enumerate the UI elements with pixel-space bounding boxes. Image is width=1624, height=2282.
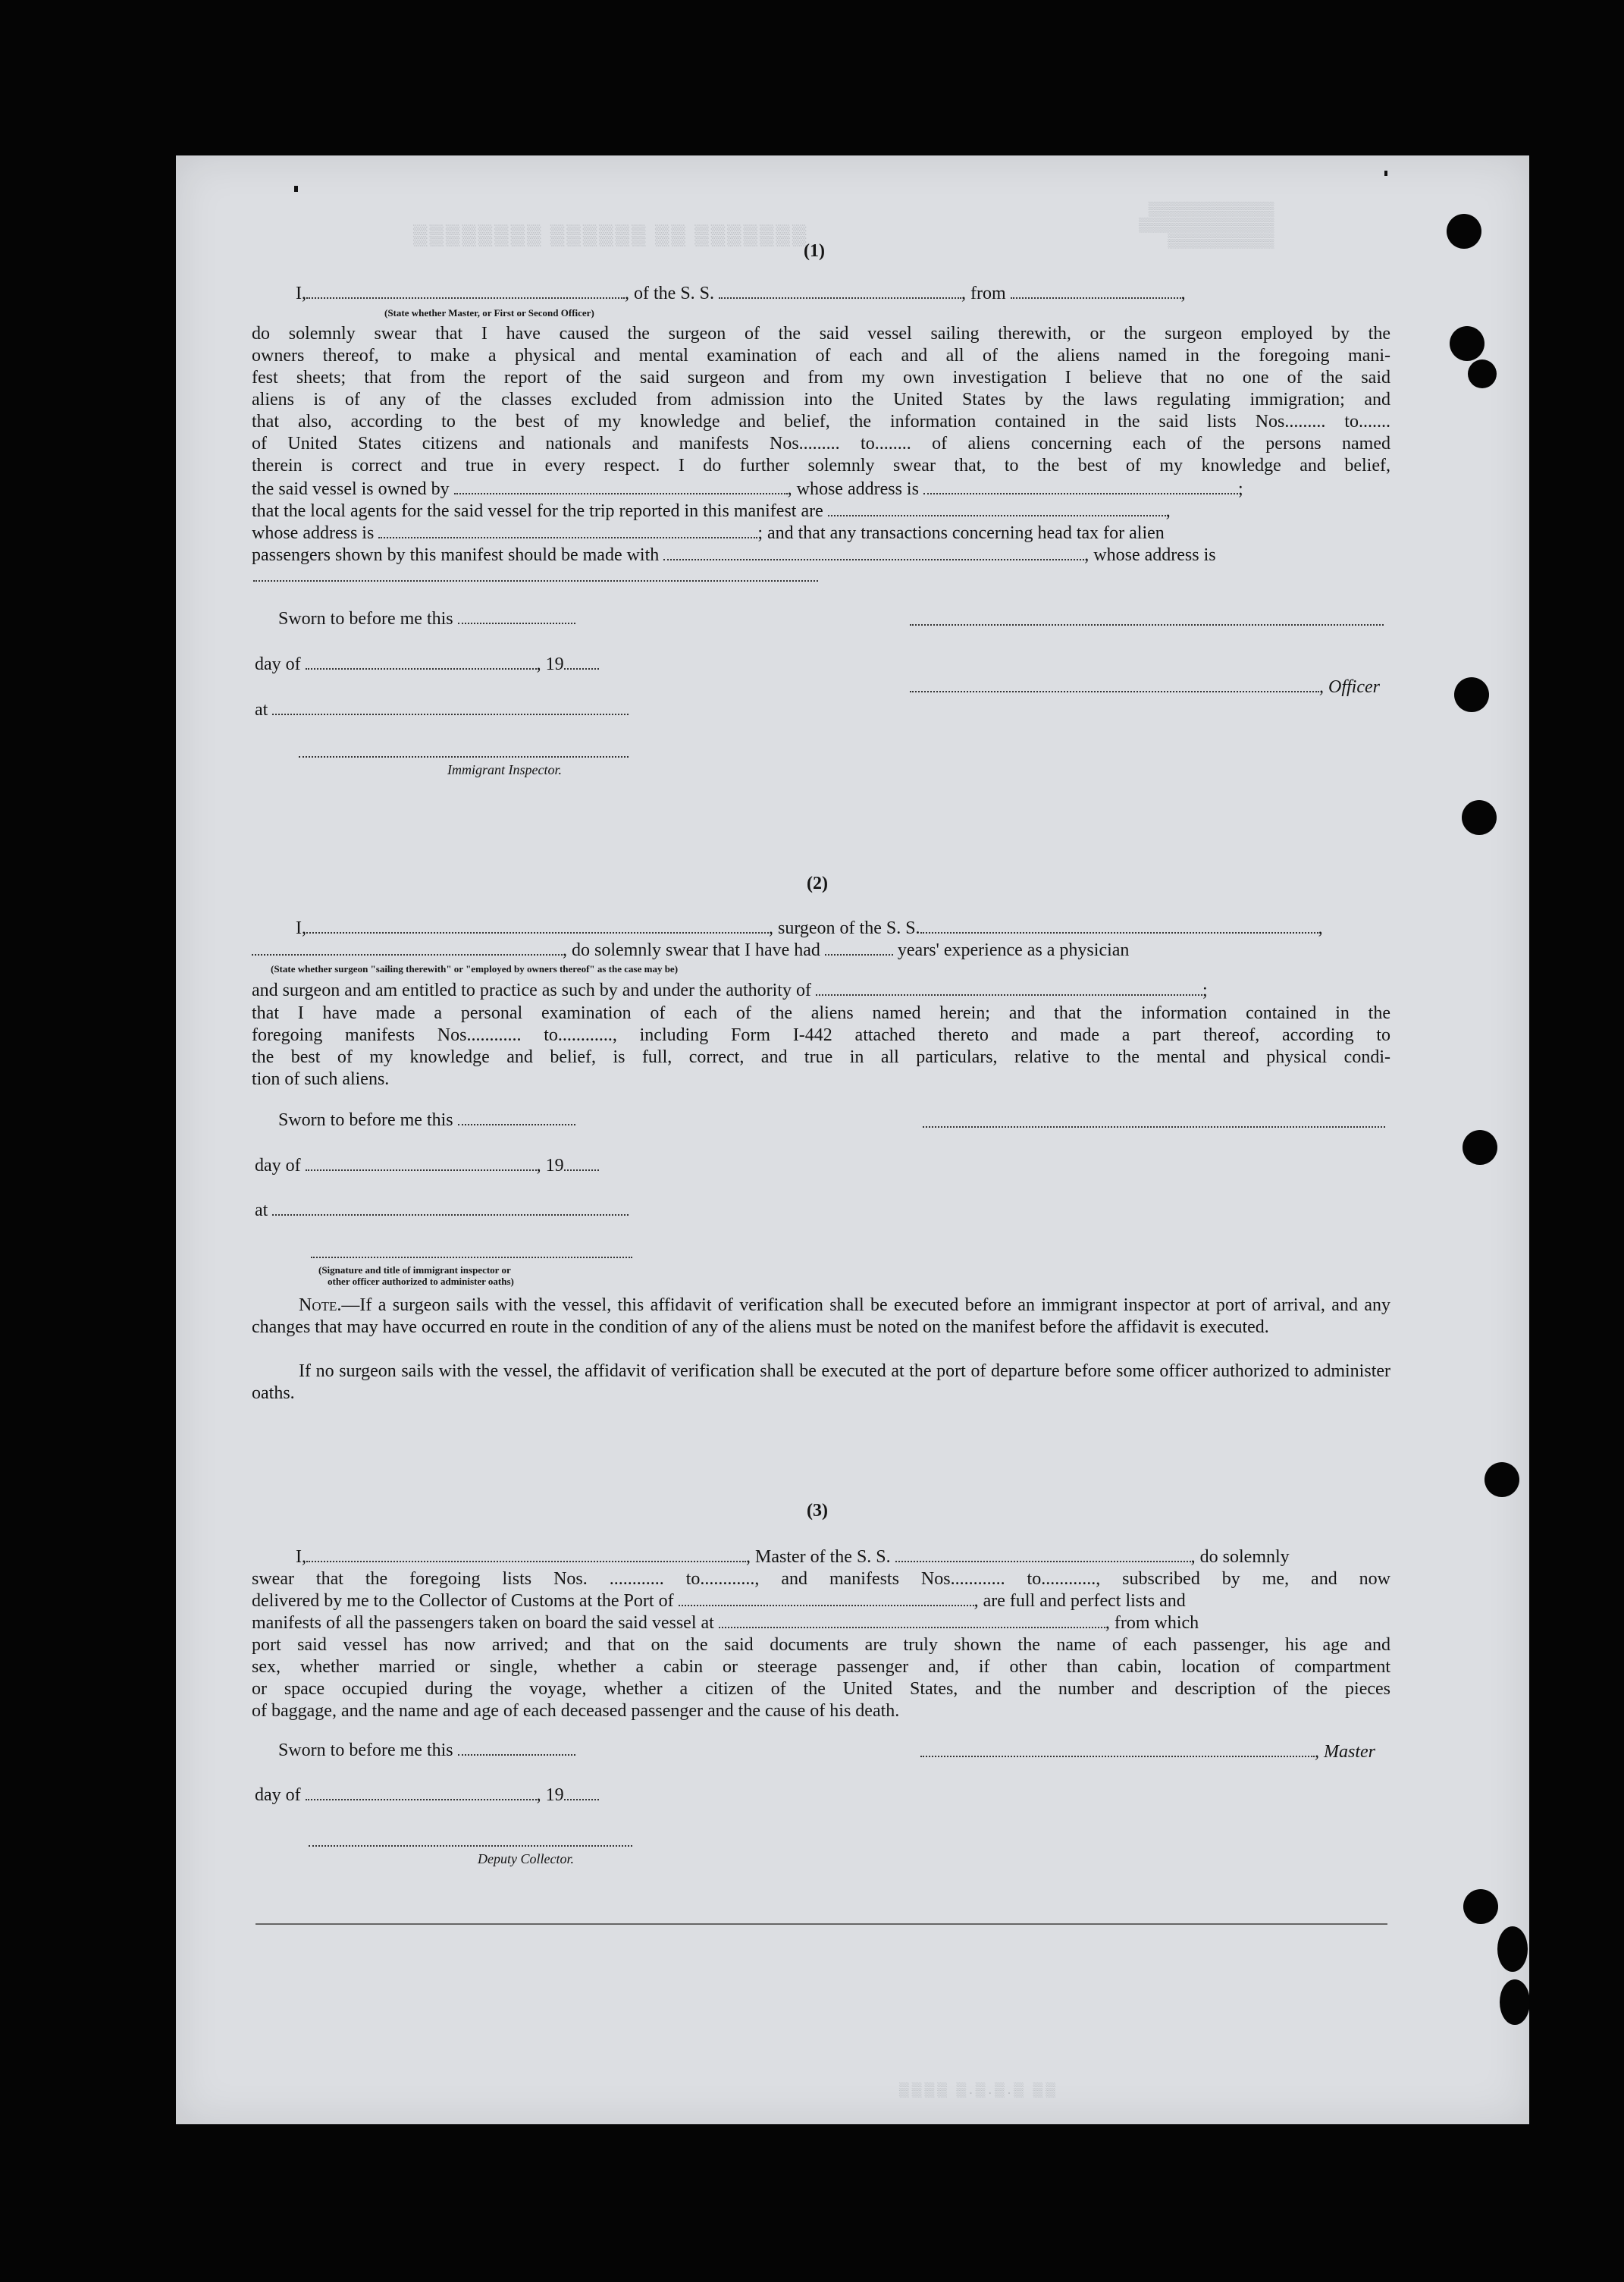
punch-hole	[1468, 359, 1497, 388]
section-2-line-1: I, , surgeon of the S. S. ,	[296, 918, 1323, 938]
punch-hole	[1497, 1926, 1528, 1972]
local-agents-line: that the local agents for the said vessel for the trip reported in this manifest are ,	[252, 501, 1171, 521]
bleed-through-text: ▒▒▒▒▒▒▒ ▒▒ ▒▒▒▒▒▒ ▒▒▒▒▒▒▒▒	[411, 224, 807, 246]
section-1-day-of: day of , 19	[255, 654, 599, 675]
deputy-collector-line	[309, 1845, 632, 1847]
section-3-day-of: day of , 19	[255, 1784, 599, 1806]
bleed-through-text: ▒▒ ▒.▒.▒.▒ ▒▒▒▒	[896, 2082, 1056, 2097]
section-2-at: at	[255, 1200, 629, 1221]
speck	[1384, 171, 1387, 176]
section-2-signature-caption-1: (Signature and title of immigrant inspector or	[318, 1264, 511, 1276]
speck	[294, 186, 298, 192]
section-3-heading: (3)	[807, 1501, 828, 1521]
whose-address-line: whose address is ; and that any transactions concerning head tax for alien	[252, 523, 1165, 543]
section-2-signature-line	[923, 1126, 1385, 1128]
punch-hole	[1447, 214, 1481, 249]
section-1-signature-line	[910, 624, 1384, 626]
section-2-hint: (State whether surgeon "sailing therewith" or "employed by owners thereof" as the case may be)	[271, 963, 679, 975]
punch-hole	[1463, 1889, 1498, 1924]
bleed-through-text: ▒▒▒▒▒▒▒▒▒▒▒▒▒ ▒▒▒▒▒▒▒▒▒▒▒▒▒▒ ▒▒▒▒▒▒▒▒▒▒▒	[1139, 201, 1274, 248]
officer-signature-line: , Officer	[910, 676, 1380, 698]
section-2-line-3: and surgeon and am entitled to practice as such by and under the authority of ;	[252, 981, 1208, 1000]
section-2-signature-caption-2: other officer authorized to administer oaths)	[328, 1276, 514, 1287]
master-signature-line: , Master	[920, 1741, 1375, 1763]
address-continuation-rule	[253, 580, 818, 582]
bottom-rule	[256, 1923, 1387, 1925]
punch-hole	[1463, 1130, 1497, 1165]
section-2-day-of: day of , 19	[255, 1155, 599, 1176]
no-surgeon-note: If no surgeon sails with the vessel, the affidavit of verification shall be executed at the port of departure before some officer authorized to administer oaths.	[252, 1361, 1390, 1403]
punch-hole	[1500, 1979, 1530, 2025]
document-page: ▒▒▒▒▒▒▒ ▒▒ ▒▒▒▒▒▒ ▒▒▒▒▒▒▒▒ ▒▒▒▒▒▒▒▒▒▒▒▒▒ ▒▒▒▒▒▒▒▒▒▒▒▒▒▒ ▒▒▒▒▒▒▒▒▒▒▒ (1) I, , of the S. S. , from , (State whether Master, or First or Second Officer) do solemnly swear that I have caused the surgeon of the said vessel sailing therewith, or the surgeon employed by the owners thereof, to make a physical and mental examination of each and all of the aliens named in the foregoing mani- fest sheets; that from the report of the said surgeon and from my own investigation I believe that no one of the said aliens is of any of the classes excluded from admission into the United States by the laws regulating immigration; and that also, according to the best of my knowledge and belief, the information contained in the said lists Nos......... to....... of United States citizens and nationals and manifests Nos......... to........ of aliens concerning each of the persons named therein is correct and true in every respect. I do further solemnly swear that, to the best of my knowledge and belief, the said vessel is owned by , whose address is ; that the local agents for the said vessel for the trip reported in this manifest are , whose address is ; and that any transactions concerning head tax for alien passengers shown by this manifest should be made with , whose address is Sworn to before me this day of , 19 , Officer at Immigrant Inspector. (2) I, , surgeon of the S. S. , , do solemnly swear that I have had years' experience as a physician (State whether surgeon "sailing therewith" or "employed by owners thereof" as the case may be) and surgeon and am entitled to practice as such by and under the authority of ; that I have made a personal examination of each of the aliens named herein; and that the information contained in the foregoing manifests Nos............ to............, including Form I-442 attached thereto and made a part thereof, according to the best of my knowledge and belief, is full, correct, and true in all particulars, relative to the mental and physical condi- tion of such aliens. Sworn to before me this day of , 19 at (Signature and title of immigrant inspector or other officer authorized to administer oaths) Note.—If a surgeon sails with the vessel, this affidavit of verification shall be executed before an immigrant inspector at port of arrival, and any changes that may have occurred en route in the condition of any of the aliens must be noted on the manifest before the affidavit is executed. If no surgeon sails with the vessel, the affidavit of verification shall be executed at the port of departure before some officer authorized to administer oaths. (3) I, , Master of the S. S. , do solemnly swear that the foregoing lists Nos. ............ to............, and manifests Nos............ to............, subscribed by me, and now delivered by me to the Collector of Customs at the Port of , are full and perfect lists and manifests of all the passengers taken on board the said vessel at , from which port said vessel has now arrived; and that on the said documents are truly shown the name of each passenger, his age and sex, whether married or single, whether a cabin or steerage passenger and, if other than cabin, location of compartment or space occupied during the voyage, whether a citizen of the United States, and the number and description of the pieces of baggage, and the name and age of each deceased passenger and the cause of his death. Sworn to before me this , Master day of , 19 Deputy Collector. ▒▒ ▒.▒.▒.▒ ▒▒▒▒	[176, 155, 1529, 2124]
punch-hole	[1454, 677, 1489, 712]
immigrant-inspector-caption: Immigrant Inspector.	[447, 762, 562, 777]
section-1-sworn: Sworn to before me this	[278, 608, 575, 629]
punch-hole	[1484, 1462, 1519, 1497]
section-2-line-2: , do solemnly swear that I have had years' experience as a physician	[252, 940, 1129, 961]
section-3-line-3: delivered by me to the Collector of Customs at the Port of , are full and perfect lists and	[252, 1591, 1186, 1611]
punch-hole	[1462, 800, 1497, 835]
deputy-collector-caption: Deputy Collector.	[478, 1851, 574, 1866]
immigrant-inspector-line	[299, 756, 629, 758]
section-1-heading: (1)	[804, 241, 825, 261]
section-3-line-4: manifests of all the passengers taken on board the said vessel at , from which	[252, 1613, 1199, 1633]
section-1-oath-line: I, , of the S. S. , from ,	[296, 284, 1186, 303]
section-2-heading: (2)	[807, 874, 828, 893]
section-3-sworn: Sworn to before me this	[278, 1740, 575, 1761]
section-2-sworn: Sworn to before me this	[278, 1110, 575, 1131]
punch-hole	[1450, 326, 1484, 361]
section-1-at: at	[255, 699, 629, 720]
passengers-line: passengers shown by this manifest should be made with , whose address is	[252, 545, 1216, 565]
section-1-hint: (State whether Master, or First or Second Officer)	[384, 307, 594, 319]
surgeon-note: Note.—If a surgeon sails with the vessel, this affidavit of verification shall be executed before an immigrant inspector at port of arrival, and any changes that may have occurred en route in the condition of any of the aliens must be noted on the manifest before the affidavit is executed.	[252, 1295, 1390, 1337]
section-3-line-2: swear that the foregoing lists Nos. ............ to............, and manifests Nos............ to............, subscribed by me, and now	[252, 1569, 1390, 1589]
section-2-officer-line	[311, 1257, 632, 1258]
section-3-line-1: I, , Master of the S. S. , do solemnly	[296, 1547, 1290, 1567]
owned-by-line: the said vessel is owned by , whose address is ;	[252, 479, 1243, 499]
